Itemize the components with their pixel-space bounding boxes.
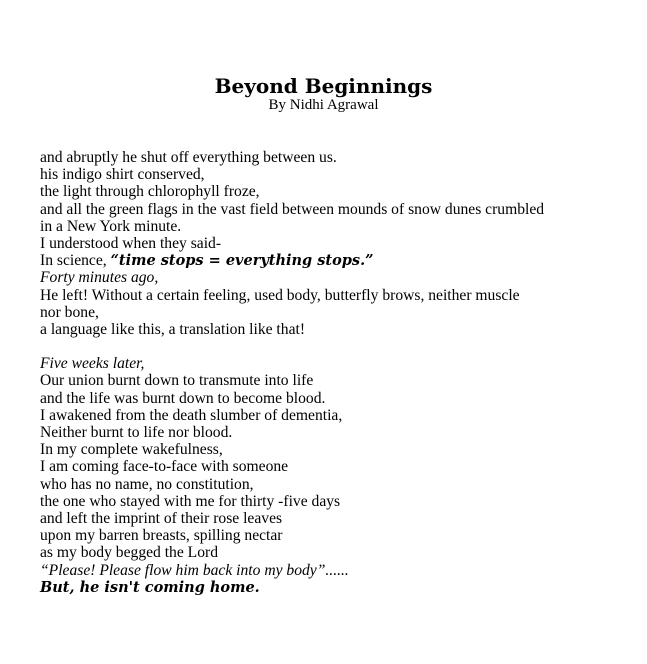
line-prefix: In science,	[40, 252, 111, 270]
poem-line: Neither burnt to life nor blood.	[40, 424, 233, 442]
poem-author: By Nidhi Agrawal	[268, 97, 379, 113]
poem-line: I awakened from the death slumber of dementia,	[40, 406, 343, 424]
poem-line: I understood when they said-	[40, 235, 222, 253]
title-block	[0, 75, 647, 114]
poem-line: and left the imprint of their rose leaves	[40, 510, 283, 528]
poem-line: the light through chlorophyll froze,	[40, 183, 260, 201]
stanza-break	[40, 338, 630, 355]
poem-line: upon my barren breasts, spilling nectar	[40, 527, 283, 545]
poem-line: Five weeks later,	[40, 355, 145, 373]
poem-line: In my complete wakefulness,	[40, 441, 223, 459]
poem-line: I am coming face-to-face with someone	[40, 458, 289, 476]
stanza-1	[40, 149, 630, 338]
poem-line: his indigo shirt conserved,	[40, 166, 205, 184]
poem-line: and abruptly he shut off everything between us.	[40, 149, 337, 166]
poem-body	[40, 149, 630, 596]
emphasized-quote: “time stops = everything stops.”	[110, 252, 374, 270]
poem-line: He left! Without a certain feeling, used body, butterfly brows, neither muscle	[40, 286, 520, 304]
poem-line	[40, 252, 630, 269]
poem-line: nor bone,	[40, 303, 99, 321]
poem-title: Beyond Beginnings	[214, 74, 433, 98]
poem-line: Forty minutes ago,	[40, 269, 159, 287]
poem-line: a language like this, a translation like that!	[40, 321, 306, 339]
poem-line: and all the green flags in the vast field between mounds of snow dunes crumbled	[40, 200, 545, 218]
poem-line: and the life was burnt down to become blood.	[40, 389, 326, 407]
poem-line: “Please! Please flow him back into my body”......	[40, 561, 349, 579]
poem-line: in a New York minute.	[40, 217, 182, 235]
stanza-2	[40, 355, 630, 596]
closing-line: But, he isn't coming home.	[40, 578, 260, 596]
poem-line: who has no name, no constitution,	[40, 475, 254, 493]
poem-line: Our union burnt down to transmute into life	[40, 372, 314, 390]
poem-line: as my body begged the Lord	[40, 544, 218, 562]
poem-line: the one who stayed with me for thirty -five days	[40, 492, 341, 510]
